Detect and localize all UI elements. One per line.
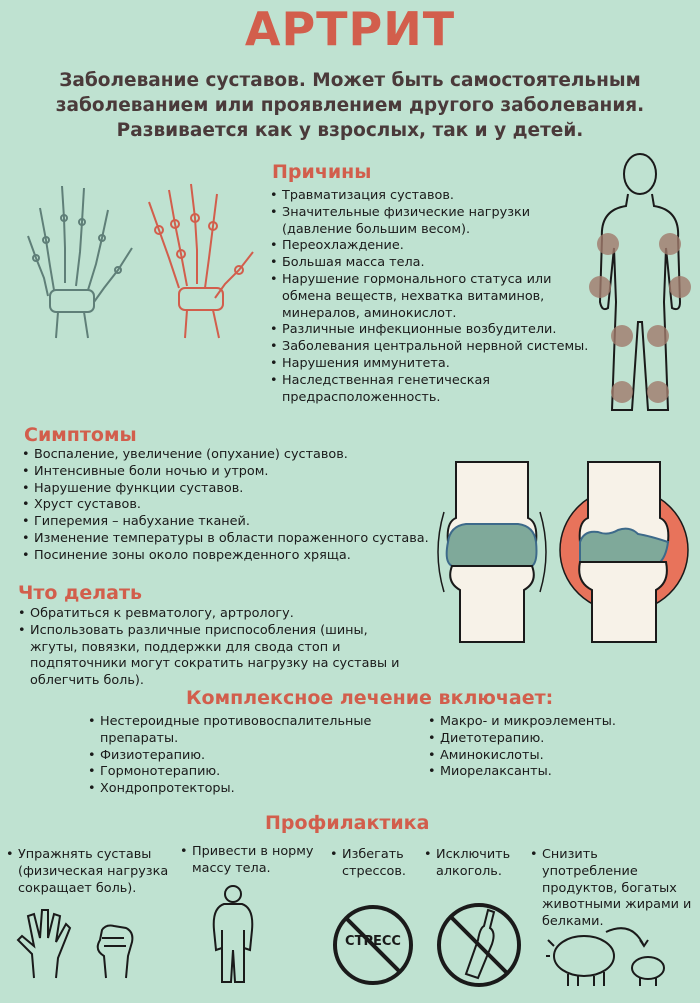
list-item: • Большая масса тела. [270,255,592,272]
prevention-item-stress: • Избегать стрессов. [330,847,416,881]
treatment-list-left [88,714,388,798]
body-joints-illustration [588,152,692,414]
arthritic-hand-bones-illustration [135,180,265,340]
list-item: • Использовать различные приспособления (шины, жгуты, повязки, поддержки для свода стоп и подпяточники могут сократить нагрузку на суставы и облегчить боль). [18,623,410,690]
prevention-heading: Профилактика [265,812,430,834]
treatment-list-right [428,714,678,781]
list-item: • Изменение температуры в области пораженного сустава. [22,531,432,548]
list-item: • Нарушения иммунитета. [270,356,592,373]
list-item: • Интенсивные боли ночью и утром. [22,464,432,481]
intro-text: Заболевание суставов. Может быть самостоятельным заболеванием или проявлением другого заболевания. Развивается как у взрослых, так и у детей. [55,70,645,141]
list-item: • Наследственная генетическая предрасположенность. [270,373,592,407]
list-item: • Нарушение гормонального статуса или обмена веществ, нехватка витаминов, минералов, аминокислот. [270,272,592,322]
pigs-diet-icon [546,916,676,988]
list-item: • Обратиться к ревматологу, артрологу. [18,606,538,623]
causes-list [270,188,592,406]
todo-heading: Что делать [18,582,143,604]
list-item: • Нестероидные противовоспалительные препараты. [88,714,388,748]
prevention-item-weight: • Привести в норму массу тела. [180,844,322,878]
healthy-hand-bones-illustration [10,178,140,338]
causes-heading: Причины [272,161,372,183]
list-item: • Гиперемия – набухание тканей. [22,514,432,531]
list-item: • Физиотерапию. [88,748,388,765]
list-item: • Хондропротекторы. [88,781,388,798]
stress-sign-label: СТРЕСС [345,934,401,949]
inflamed-knee-joint-illustration [558,462,690,642]
list-item: • Заболевания центральной нервной системы. [270,339,592,356]
list-item: • Хруст суставов. [22,497,432,514]
prevention-item-exercise: • Упражнять суставы (физическая нагрузка сокращает боль). [6,847,172,897]
treatment-heading: Комплексное лечение включает: [186,687,554,709]
list-item: • Различные инфекционные возбудители. [270,322,592,339]
list-item: • Травматизация суставов. [270,188,592,205]
symptoms-heading: Симптомы [24,424,137,446]
list-item: • Гормонотерапию. [88,764,388,781]
list-item: • Миорелаксанты. [428,764,678,781]
exercising-hands-icon [14,906,138,978]
list-item: • Воспаление, увеличение (опухание) суставов. [22,447,432,464]
prevention-item-alcohol: • Исключить алкоголь. [424,847,524,881]
symptoms-list [22,447,432,565]
prevention-item-diet: • Снизить употребление продуктов, богатых животными жирами и белками. [530,847,696,931]
list-item: • Переохлаждение. [270,238,592,255]
list-item: • Значительные физические нагрузки (давление большим весом). [270,205,592,239]
list-item: • Нарушение функции суставов. [22,481,432,498]
todo-list [18,606,538,690]
list-item: • Аминокислоты. [428,748,678,765]
list-item: • Посинение зоны около поврежденного хряща. [22,548,432,565]
list-item: • Макро- и микроэлементы. [428,714,678,731]
page-title: АРТРИТ [244,2,456,56]
person-silhouette-icon [210,884,256,984]
list-item: • Диетотерапию. [428,731,678,748]
no-alcohol-sign-icon [436,902,522,988]
